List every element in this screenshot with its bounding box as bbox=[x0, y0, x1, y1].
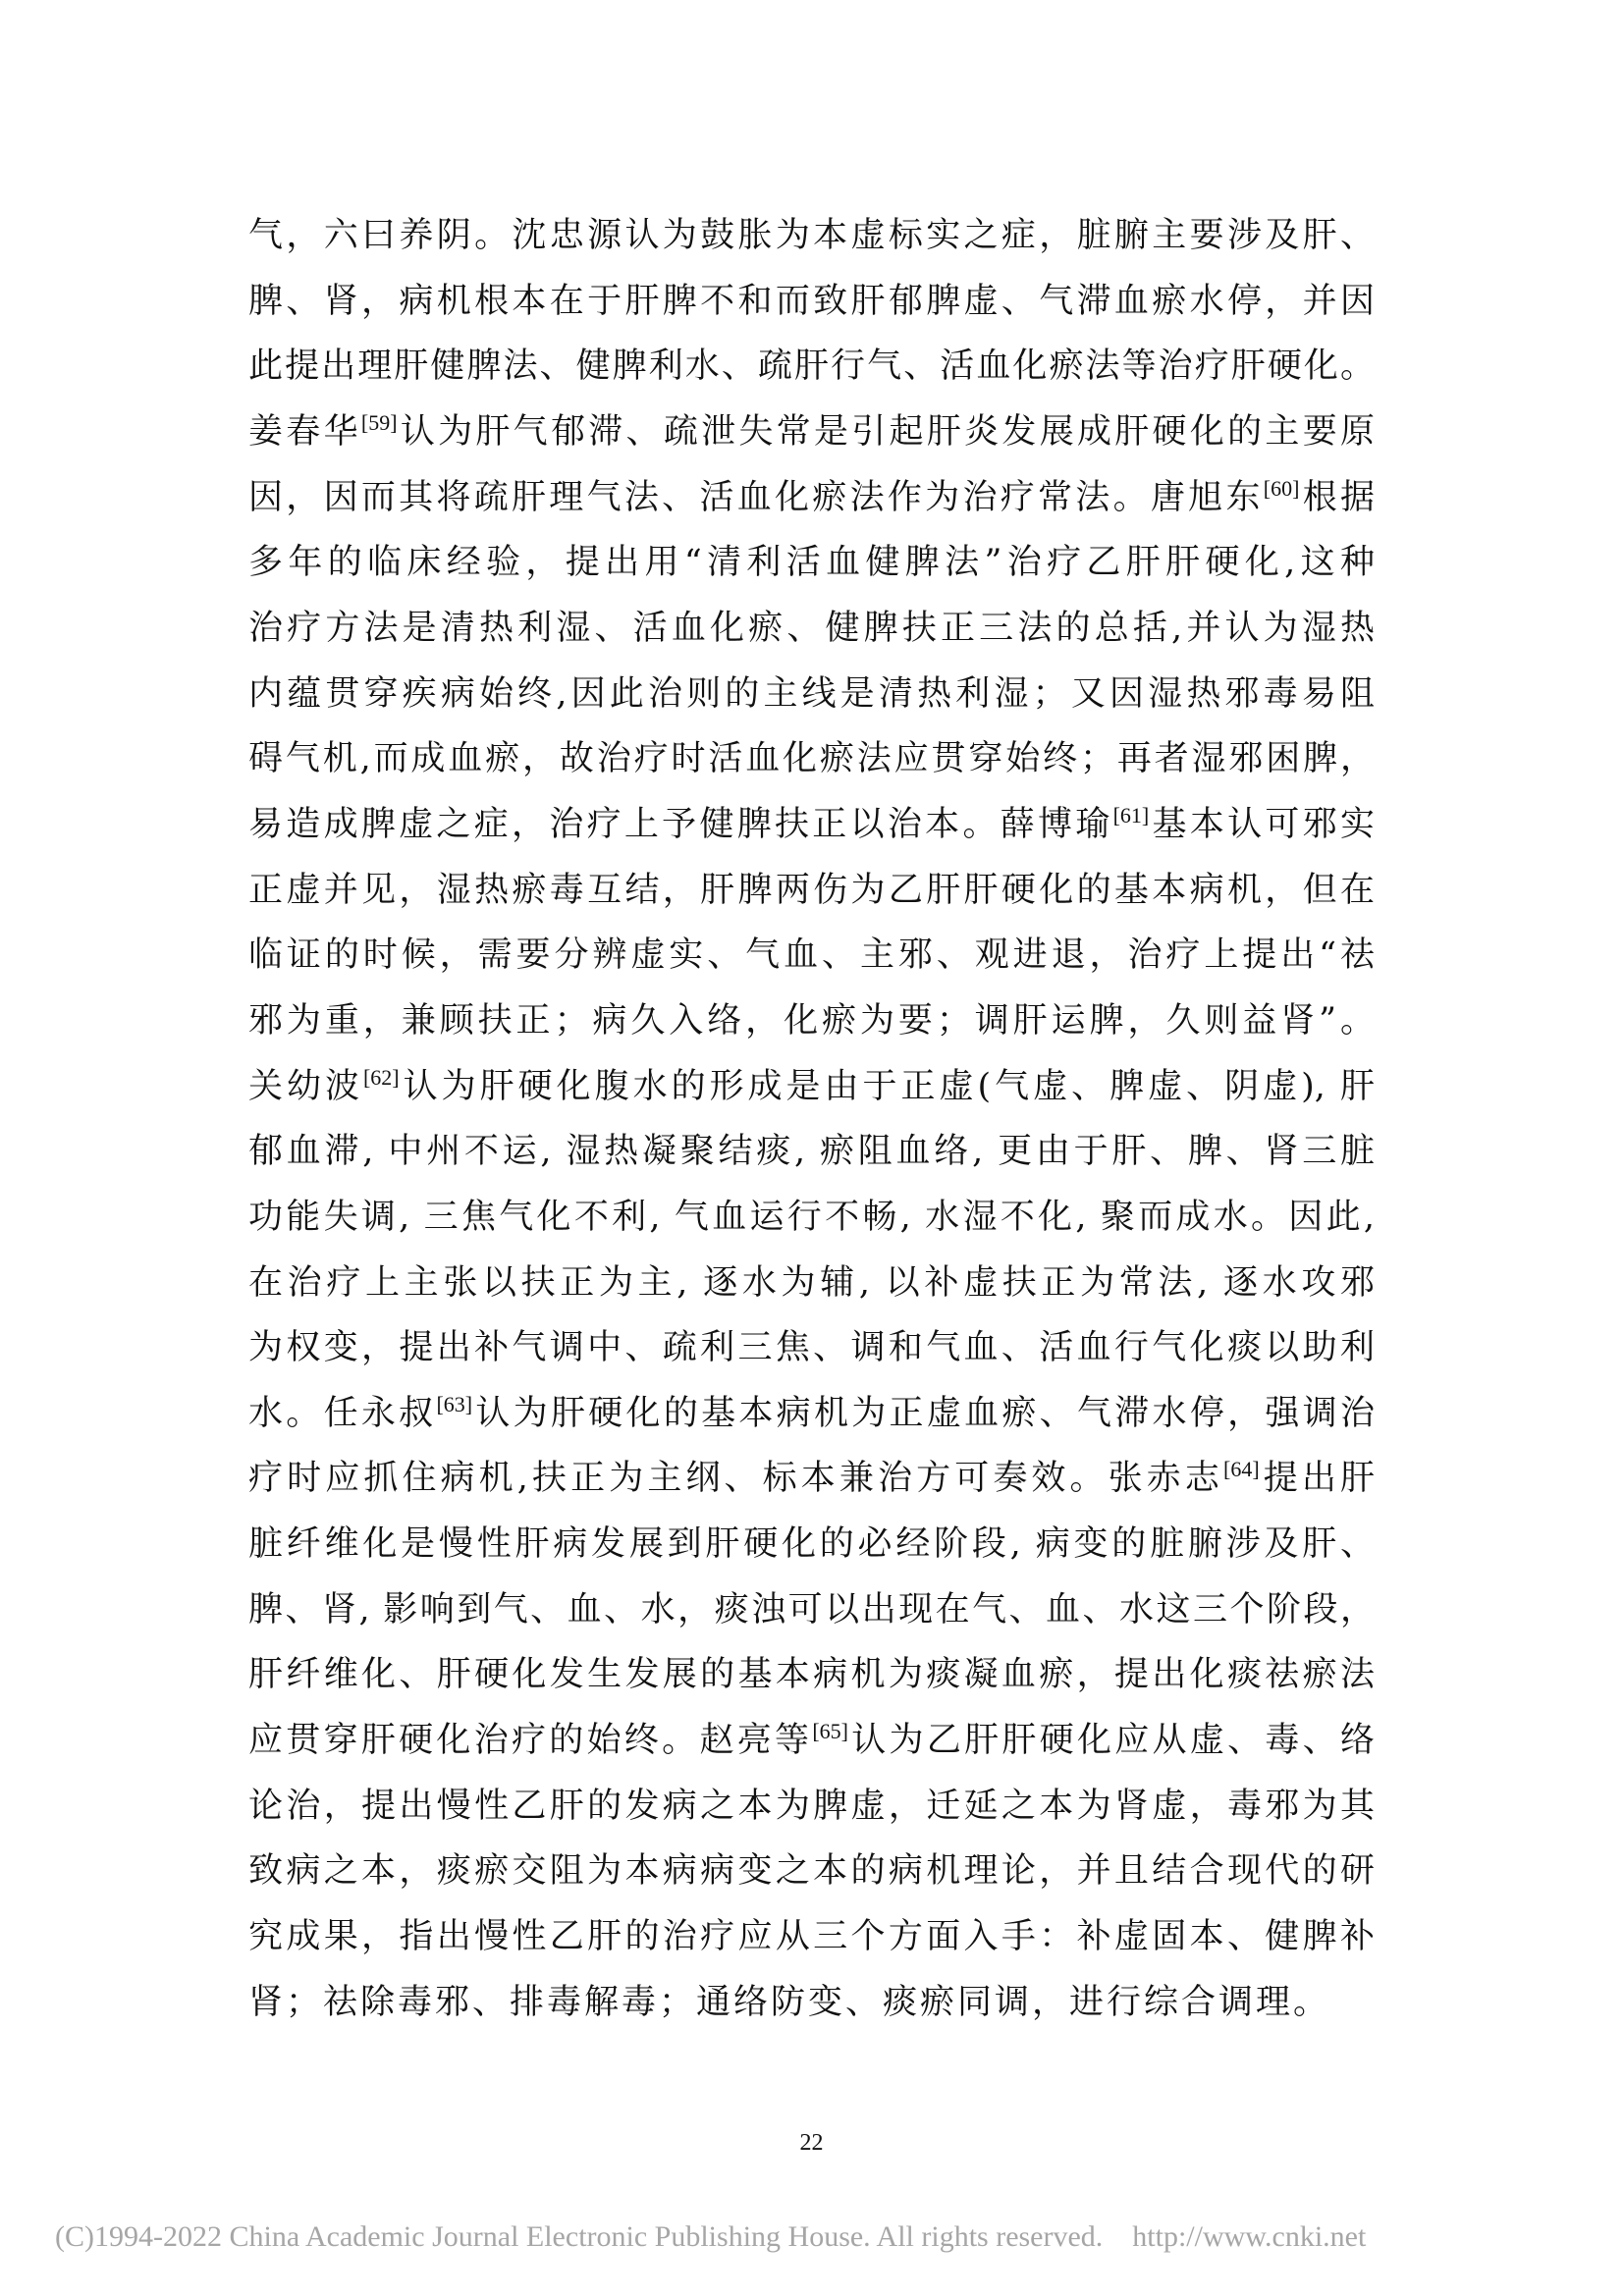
text-line bbox=[248, 530, 1375, 596]
text-line bbox=[248, 465, 1375, 531]
text-line-last bbox=[248, 1970, 1375, 2036]
line-text: 提出肝 bbox=[1259, 1459, 1375, 1499]
line-text: 基本认可邪实 bbox=[1149, 804, 1375, 844]
line-text: 认为肝气郁滞、疏泄失常是引起肝炎发展成肝硬化的主要原 bbox=[397, 411, 1375, 452]
text-line bbox=[248, 1185, 1375, 1251]
text-line bbox=[248, 1119, 1375, 1185]
citation-ref: [62] bbox=[362, 1064, 400, 1090]
line-text: 易造成脾虚之症，治疗上予健脾扶正以治本。薛博瑜 bbox=[248, 804, 1113, 844]
text-line bbox=[248, 596, 1375, 662]
line-text: 邪为重，兼顾扶正；病久入络，化瘀为要；调肝运脾，久则益肾”。 bbox=[248, 1000, 1375, 1041]
text-line bbox=[248, 726, 1375, 792]
line-text: 内蕴贯穿疾病始终,因此治则的主线是清热利湿；又因湿热邪毒易阻 bbox=[248, 673, 1375, 714]
citation-ref: [65] bbox=[812, 1719, 848, 1744]
line-text: 正虚并见，湿热瘀毒互结，肝脾两伤为乙肝肝硬化的基本病机，但在 bbox=[248, 870, 1375, 910]
citation-ref: [59] bbox=[360, 409, 398, 435]
text-line bbox=[248, 988, 1375, 1054]
line-text: 关幼波 bbox=[248, 1066, 363, 1106]
text-line bbox=[248, 662, 1375, 727]
line-text: 认为乙肝肝硬化应从虚、毒、络 bbox=[847, 1721, 1375, 1761]
citation-ref: [63] bbox=[436, 1391, 473, 1416]
text-line bbox=[248, 1054, 1375, 1120]
line-text: 脾、肾，病机根本在于肝脾不和而致肝郁脾虚、气滞血瘀水停，并因 bbox=[248, 281, 1375, 321]
page-number: 22 bbox=[799, 2130, 824, 2156]
line-text: 此提出理肝健脾法、健脾利水、疏肝行气、活血化瘀法等治疗肝硬化。 bbox=[248, 347, 1375, 387]
text-line bbox=[248, 1446, 1375, 1512]
text-line bbox=[248, 1512, 1375, 1577]
text-line bbox=[248, 1774, 1375, 1840]
copyright-notice: (C)1994-2022 China Academic Journal Electronic Publishing House. All rights reserved. http://www.cnki.net bbox=[55, 2220, 1367, 2253]
text-line bbox=[248, 1839, 1375, 1904]
text-line bbox=[248, 1904, 1375, 1970]
line-text: 疗时应抓住病机,扶正为主纲、标本兼治方可奏效。张赤志 bbox=[248, 1459, 1223, 1499]
text-line bbox=[248, 1251, 1375, 1316]
line-text: 脏纤维化是慢性肝病发展到肝硬化的必经阶段, 病变的脏腑涉及肝、 bbox=[248, 1524, 1375, 1565]
line-text: 根据 bbox=[1299, 477, 1375, 517]
text-line bbox=[248, 1381, 1375, 1447]
text-line bbox=[248, 792, 1375, 858]
line-text: 认为肝硬化腹水的形成是由于正虚(气虚、脾虚、阴虚), 肝 bbox=[399, 1066, 1375, 1106]
citation-ref: [60] bbox=[1263, 475, 1300, 501]
text-line bbox=[248, 1642, 1375, 1708]
line-text: 多年的临床经验，提出用“清利活血健脾法”治疗乙肝肝硬化,这种 bbox=[248, 543, 1375, 583]
line-text: 论治，提出慢性乙肝的发病之本为脾虚，迁延之本为肾虚，毒邪为其 bbox=[248, 1786, 1375, 1826]
citation-ref: [64] bbox=[1223, 1457, 1260, 1482]
line-text: 碍气机,而成血瘀，故治疗时活血化瘀法应贯穿始终；再者湿邪困脾， bbox=[248, 739, 1375, 779]
text-line bbox=[248, 203, 1375, 269]
line-text: 在治疗上主张以扶正为主, 逐水为辅, 以补虚扶正为常法, 逐水攻邪 bbox=[248, 1262, 1375, 1303]
line-text: 认为肝硬化的基本病机为正虚血瘀、气滞水停，强调治 bbox=[472, 1393, 1375, 1433]
line-text: 因，因而其将疏肝理气法、活血化瘀法作为治疗常法。唐旭东 bbox=[248, 477, 1264, 517]
text-line bbox=[248, 400, 1375, 465]
line-text: 脾、肾, 影响到气、血、水，痰浊可以出现在气、血、水这三个阶段， bbox=[248, 1589, 1375, 1629]
text-line bbox=[248, 1315, 1375, 1381]
text-line bbox=[248, 1708, 1375, 1774]
line-text: 致病之本，痰瘀交阻为本病病变之本的病机理论，并且结合现代的研 bbox=[248, 1851, 1375, 1892]
body-paragraph bbox=[248, 203, 1375, 2035]
text-line bbox=[248, 923, 1375, 988]
line-text: 应贯穿肝硬化治疗的始终。赵亮等 bbox=[248, 1721, 813, 1761]
text-line bbox=[248, 334, 1375, 400]
text-line bbox=[248, 1577, 1375, 1643]
line-text: 肝纤维化、肝硬化发生发展的基本病机为痰凝血瘀，提出化痰祛瘀法 bbox=[248, 1655, 1375, 1695]
line-text: 为权变，提出补气调中、疏利三焦、调和气血、活血行气化痰以助利 bbox=[248, 1328, 1375, 1368]
line-text: 姜春华 bbox=[248, 411, 361, 452]
line-text: 郁血滞, 中州不运, 湿热凝聚结痰, 瘀阻血络, 更由于肝、脾、肾三脏 bbox=[248, 1132, 1375, 1172]
line-text: 临证的时候，需要分辨虚实、气血、主邪、观进退，治疗上提出“祛 bbox=[248, 935, 1375, 976]
citation-ref: [61] bbox=[1112, 802, 1150, 828]
line-text: 治疗方法是清热利湿、活血化瘀、健脾扶正三法的总括,并认为湿热 bbox=[248, 608, 1375, 648]
line-text: 功能失调, 三焦气化不利, 气血运行不畅, 水湿不化, 聚而成水。因此, bbox=[248, 1197, 1375, 1237]
line-text: 肾；祛除毒邪、排毒解毒；通络防变、痰瘀同调，进行综合调理。 bbox=[248, 1982, 1331, 2022]
text-line bbox=[248, 269, 1375, 335]
line-text: 水。任永叔 bbox=[248, 1393, 437, 1433]
line-text: 气，六曰养阴。沈忠源认为鼓胀为本虚标实之症，脏腑主要涉及肝、 bbox=[248, 216, 1375, 255]
line-text: 究成果，指出慢性乙肝的治疗应从三个方面入手：补虚固本、健脾补 bbox=[248, 1917, 1375, 1957]
text-line bbox=[248, 858, 1375, 924]
